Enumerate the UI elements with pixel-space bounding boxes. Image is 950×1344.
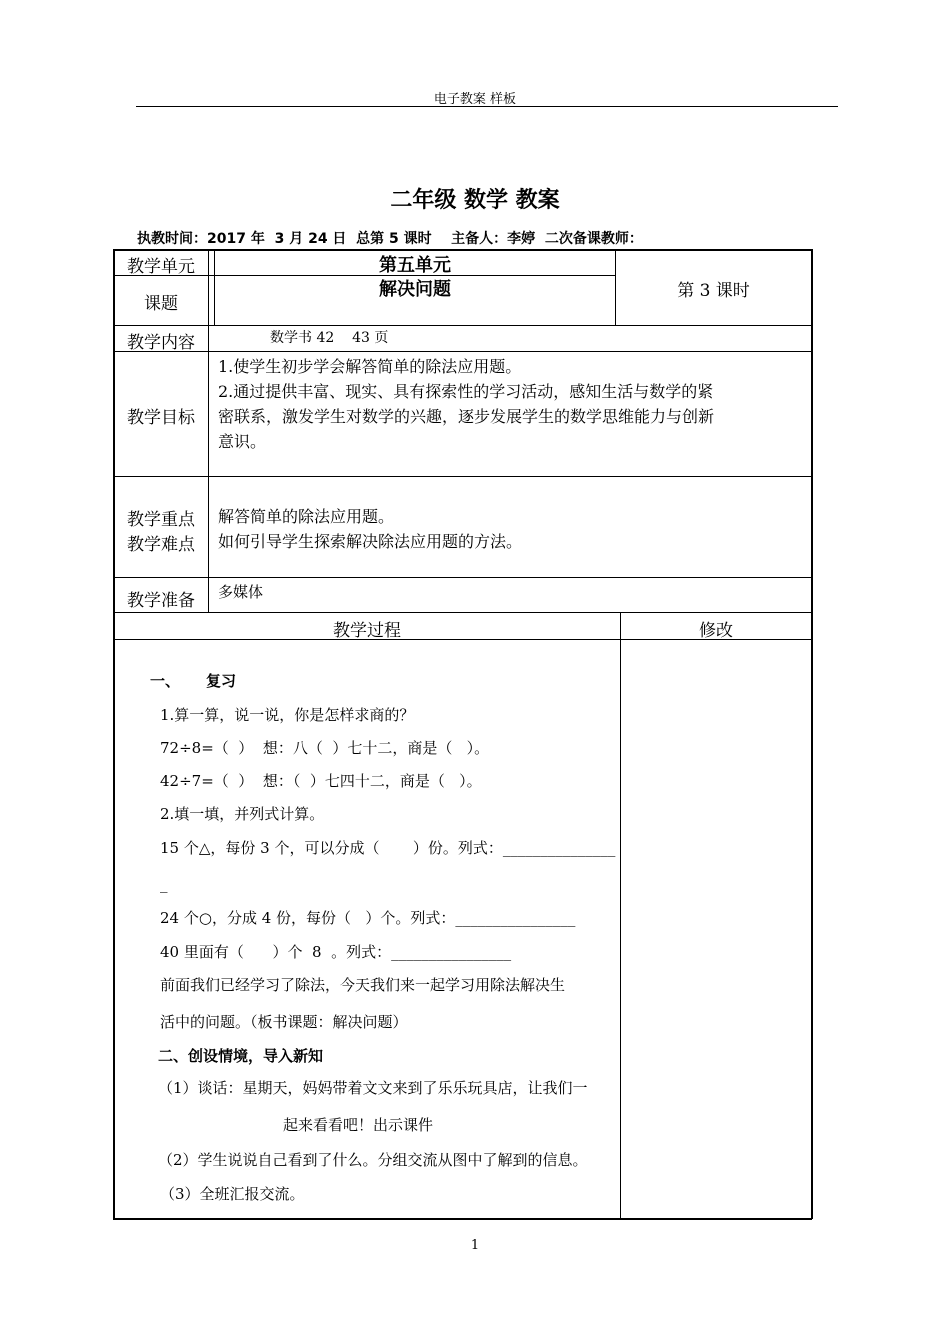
unit-label: 教学单元 bbox=[127, 257, 195, 277]
revise-header: 修改 bbox=[699, 621, 733, 641]
process-line: 1.算一算，说一说，你是怎样求商的？ bbox=[160, 706, 415, 724]
process-line: 40 里面有（ ）个 8 。列式：________________ bbox=[160, 943, 512, 961]
process-line: （2）学生说说自己看到了什么。分组交流从图中了解到的信息。 bbox=[158, 1151, 588, 1169]
content-value: 数学书 42 43 页 bbox=[270, 330, 389, 346]
period-value: 第 3 课时 bbox=[677, 281, 750, 301]
process-line: 15 个△，每份 3 个，可以分成（ ）份。列式：_______________ bbox=[160, 839, 616, 857]
goal-line: 2.通过提供丰富、现实、具有探索性的学习活动，感知生活与数学的紧 bbox=[218, 382, 714, 401]
prep-value: 多媒体 bbox=[218, 583, 264, 601]
process-header: 教学过程 bbox=[333, 621, 401, 641]
process-line: 42÷7=（ ） 想：（ ）七四十二，商是（ ）。 bbox=[160, 772, 482, 790]
process-line: （3）全班汇报交流。 bbox=[160, 1185, 305, 1203]
section-1-number: 一、 bbox=[150, 672, 181, 690]
goal-text bbox=[218, 354, 810, 454]
key-point-label: 教学重点 bbox=[127, 510, 195, 530]
process-line: 24 个○，分成 4 份，每份（ ）个。列式：________________ bbox=[160, 909, 576, 927]
process-line: 起来看看吧！出示课件 bbox=[283, 1116, 434, 1134]
goal-line: 1.使学生初步学会解答简单的除法应用题。 bbox=[218, 357, 522, 376]
unit-value: 第五单元 bbox=[379, 255, 451, 276]
page-number: 1 bbox=[470, 1238, 480, 1253]
process-line: 活中的问题。（板书课题：解决问题） bbox=[160, 1013, 408, 1031]
content-label: 教学内容 bbox=[127, 333, 195, 353]
prep-label: 教学准备 bbox=[127, 591, 195, 611]
lesson-meta: 执教时间：2017 年 3 月 24 日 总第 5 课时 主备人：李婷 二次备课教师： bbox=[137, 231, 643, 247]
process-line: _ bbox=[160, 875, 168, 893]
key-point-value: 解答简单的除法应用题。 bbox=[218, 507, 395, 526]
section-2-title: 二、创设情境，导入新知 bbox=[158, 1047, 324, 1065]
process-line: （1）谈话：星期天，妈妈带着文文来到了乐乐玩具店，让我们一 bbox=[158, 1079, 588, 1097]
process-line: 72÷8=（ ） 想：八（ ）七十二，商是（ ）。 bbox=[160, 739, 490, 757]
goal-line: 意识。 bbox=[218, 432, 267, 451]
difficulty-value: 如何引导学生探索解决除法应用题的方法。 bbox=[218, 532, 523, 551]
process-line: 前面我们已经学习了除法，今天我们来一起学习用除法解决生 bbox=[160, 976, 566, 994]
document-title: 二年级 数学 教案 bbox=[390, 188, 560, 213]
goal-label: 教学目标 bbox=[127, 408, 195, 428]
difficulty-label: 教学难点 bbox=[127, 535, 195, 555]
topic-value: 解决问题 bbox=[379, 279, 451, 300]
header-rule bbox=[136, 106, 838, 107]
section-1-title: 复习 bbox=[206, 672, 237, 690]
goal-line: 密联系，激发学生对数学的兴趣，逐步发展学生的数学思维能力与创新 bbox=[218, 407, 715, 426]
topic-label: 课题 bbox=[144, 294, 178, 314]
page-header: 电子教案 样板 bbox=[433, 92, 517, 107]
process-line: 2.填一填，并列式计算。 bbox=[160, 805, 325, 823]
